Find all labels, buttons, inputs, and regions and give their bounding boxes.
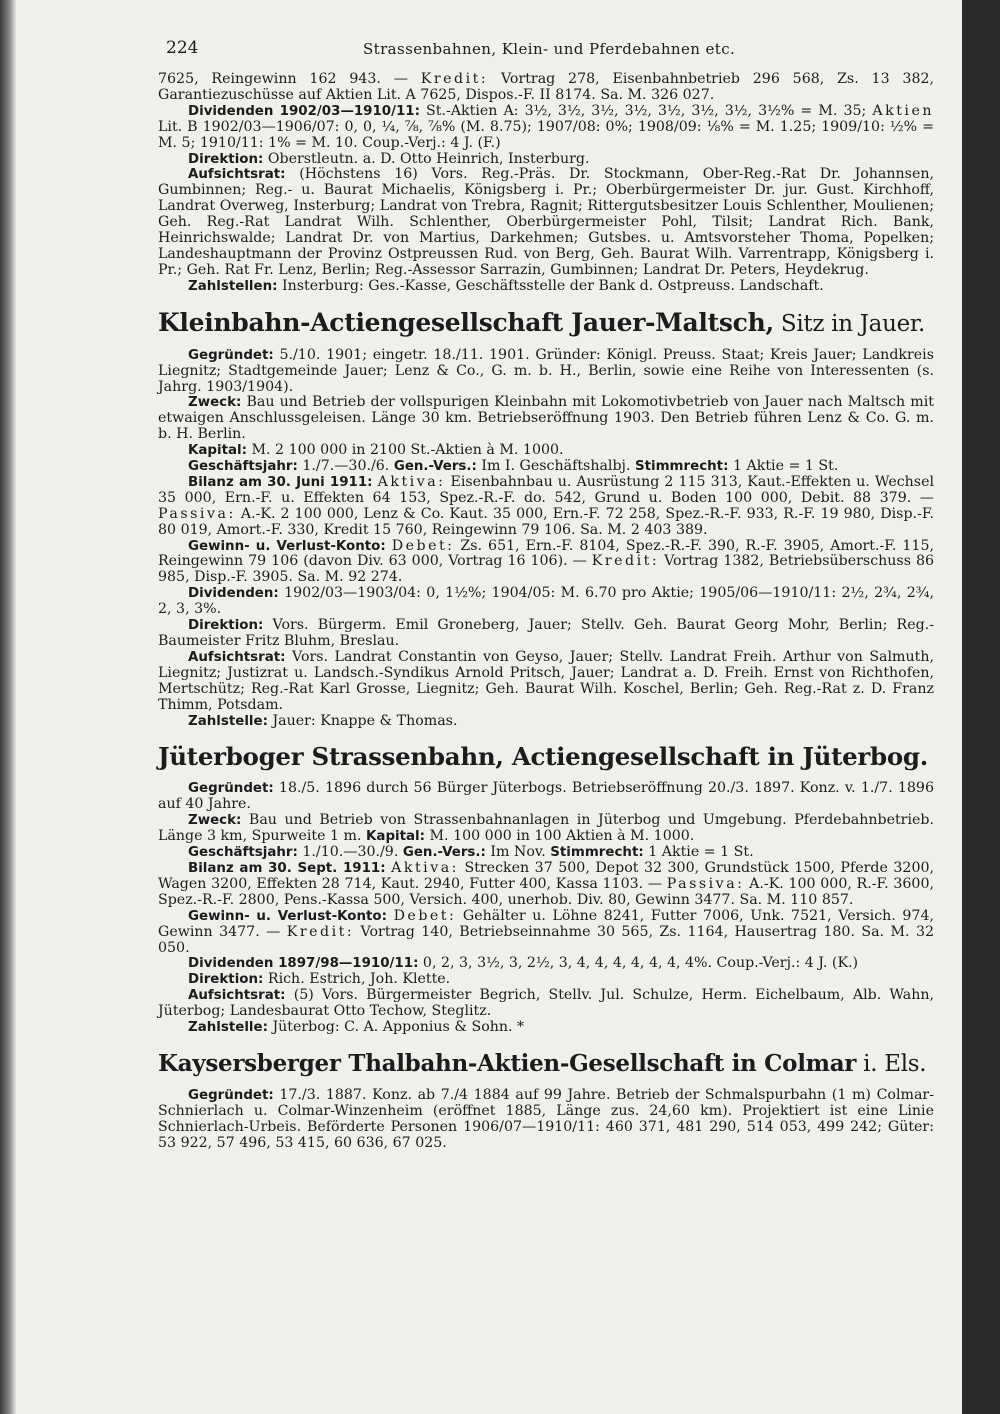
capital: Kapital: M. 2 100 000 in 2100 St.-Aktien à M. 1000. — [188, 442, 564, 459]
page-number: 224 — [166, 38, 199, 58]
supervisory-board: Aufsichtsrat: (5) Vors. Bürgermeister Begrich, Stellv. Jul. Schulze, Herm. Eichelbaum, Alb. Wahn, Jüterbog; Landesbaurat Otto Techow, Steglitz. — [158, 987, 934, 1020]
fiscal-year: Geschäftsjahr: 1./7.—30./6. Gen.-Vers.: Im I. Geschäftshalbj. Stimmrecht: 1 Aktie = 1 St. — [188, 458, 839, 475]
purpose: Zweck: Bau und Betrieb der vollspurigen Kleinbahn mit Lokomotivbetrieb von Jauer nach Maltsch mit etwaigen Anschlussgeleisen. Länge 30 km. Betriebseröffnung 1903. Den Betrieb führen Lenz & Co. G. m. b. H. Berlin. — [158, 394, 934, 443]
supervisory-board: Aufsichtsrat: Vors. Landrat Constantin von Geyso, Jauer; Stellv. Landrat Freih. Arthur von Salmuth, Liegnitz; Justizrat u. Landsch.-Syndikus Arnold Pritsch, Jauer; Landrat a. D. Freih. Ernst von Richthofen, Mertschütz; Reg.-Rat Karl Grosse, Liegnitz; Geh. Baurat Wilh. Koschel, Berlin; Geh. Reg.-Rat z. D. Franz Thimm, Potsdam. — [158, 648, 934, 713]
purpose: Zweck: Bau und Betrieb von Strassenbahnanlagen in Jüterbog und Umgebung. Pferdebahnbetrieb. Länge 3 km, Spurweite 1 m. Kapital: M. 100 000 in 100 Aktien à M. 1000. — [158, 812, 934, 845]
profit-loss-account: Gewinn- u. Verlust-Konto: Debet: Gehälter u. Löhne 8241, Futter 7006, Unk. 7521, Versich. 974, Gewinn 3477. — Kredit: Vortrag 140, Betriebseinnahme 30 565, Zs. 1164, Hausertrag 180. Sa. M. 32 050. — [158, 907, 934, 956]
supervisory-board: Aufsichtsrat: (Höchstens 16) Vors. Reg.-Präs. Dr. Stockmann, Ober-Reg.-Rat Dr. Johannsen, Gumbinnen; Reg.- u. Baurat Michaelis, Königsberg i. Pr.; Oberbürgermeister Dr. jur. Gust. Kirchhoff, Landrat Overweg, Insterburg; Landrat von Trebra, Ragnit; Rittergutsbesitzer Louis Schlenther, Moulienen; Geh. Reg.-Rat Landrat Wilh. Schlenther, Oberbürgermeister Pohl, Tilsit; Landrat Rich. Bank, Heinrichswalde; Landrat Dr. von Martius, Darkehmen; Gutsbes. u. Amtsvorsteher Thoma, Popelken; Landeshauptmann der Provinz Ostpreussen Rud. von Berg, Geh. Baurat Wilh. Varrentrapp, Königsberg i. Pr.; Geh. Rat Fr. Lenz, Berlin; Reg.-Assessor Sarrazin, Gumbinnen; Landrat Dr. Peters, Heydekrug. — [158, 166, 934, 278]
page-content — [158, 38, 934, 1152]
board-of-directors: Direktion: Oberstleutn. a. D. Otto Heinrich, Insterburg. — [188, 150, 590, 167]
paying-agents: Zahlstellen: Insterburg: Ges.-Kasse, Geschäftsstelle der Bank d. Ostpreuss. Landschaft. — [188, 277, 824, 294]
company-heading: Jüterboger Strassenbahn, Actiengesellschaft in Jüterbog. — [158, 742, 928, 772]
paying-agent: Zahlstelle: Jauer: Knappe & Thomas. — [188, 712, 458, 729]
founded: Gegründet: 5./10. 1901; eingetr. 18./11. 1901. Gründer: Königl. Preuss. Staat; Kreis Jauer; Landkreis Liegnitz; Stadtgemeinde Jauer; Lenz & Co., G. m. b. H., Berlin, sowie eine Reihe von Interessenten (s. Jahrg. 1903/1904). — [158, 346, 934, 395]
fiscal-year: Geschäftsjahr: 1./10.—30./9. Gen.-Vers.: Im Nov. Stimmrecht: 1 Aktie = 1 St. — [188, 844, 754, 861]
entry-jauer-maltsch — [158, 308, 934, 730]
dividends: Dividenden 1902/03—1910/11: St.-Aktien A: 3½, 3½, 3½, 3½, 3½, 3½, 3½, 3½% = M. 35; Aktien Lit. B 1902/03—1906/07: 0, 0, ¼, ⅞, ⅞% (M. 8.75); 1907/08: 0%; 1908/09: ⅛% = M. 1.25; 1909/10: ½% = M. 5; 1910/11: 1% = M. 10. Coup.-Verj.: 4 J. (F.) — [158, 102, 934, 151]
company-heading: Kleinbahn-Actiengesellschaft Jauer-Maltsch, Sitz in Jauer. — [158, 307, 926, 337]
board-of-directors: Direktion: Rich. Estrich, Joh. Klette. — [188, 971, 451, 988]
entry-kaysersberg-colmar — [158, 1049, 934, 1152]
running-header — [158, 38, 934, 72]
founded: Gegründet: 17./3. 1887. Konz. ab 7./4 1884 auf 99 Jahre. Betrieb der Schmalspurbahn (1 m) Colmar-Schnierlach u. Colmar-Winzenheim (eröffnet 1885, Länge zus. 24,60 km). Projektiert ist eine Linie Schnierlach-Urbeis. Beförderte Personen 1906/07—1910/11: 460 371, 481 290, 514 053, 499 242; Güter: 53 922, 57 496, 53 415, 60 636, 67 025. — [158, 1086, 934, 1151]
running-title: Strassenbahnen, Klein- und Pferdebahnen etc. — [363, 40, 736, 58]
entry-continuation — [158, 72, 934, 295]
balance-sheet: Bilanz am 30. Juni 1911: Aktiva: Eisenbahnbau u. Ausrüstung 2 115 313, Kaut.-Effekten u. Wechsel 35 000, Ern.-F. u. Effekten 64 153, Spez.-R.-F. do. 542, Grund u. Boden 100 000, Debit. 88 379. — Passiva: A.-K. 2 100 000, Lenz & Co. Kaut. 35 000, Ern.-F. 72 258, Spez.-R.-F. 933, R.-F. 19 980, Disp.-F. 80 019, Amort.-F. 330, Kredit 15 760, Reingewinn 79 106. Sa. M. 2 403 389. — [158, 473, 935, 538]
gv-continuation: 7625, Reingewinn 162 943. — Kredit: Vortrag 278, Eisenbahnbetrieb 296 568, Zs. 13 382, Garantiezuschüsse auf Aktien Lit. A 7625, Dispos.-F. II 8174. Sa. M. 326 027. — [158, 71, 935, 103]
profit-loss-account: Gewinn- u. Verlust-Konto: Debet: Zs. 651, Ern.-F. 8104, Spez.-R.-F. 390, R.-F. 3905, Amort.-F. 115, Reingewinn 79 106 (davon Div. 63 000, Vortrag 16 106). — Kredit: Vortrag 1382, Betriebsüberschuss 86 985, Disp.-F. 3905. Sa. M. 92 274. — [158, 537, 934, 586]
book-binding-shadow — [0, 0, 16, 1414]
company-heading: Kaysersberger Thalbahn-Aktien-Gesellschaft in Colmar i. Els. — [158, 1049, 927, 1077]
dividends: Dividenden 1897/98—1910/11: 0, 2, 3, 3½, 3, 2½, 3, 4, 4, 4, 4, 4, 4, 4%. Coup.-Verj.: 4 J. (K.) — [188, 955, 859, 972]
dividends: Dividenden: 1902/03—1903/04: 0, 1½%; 1904/05: M. 6.70 pro Aktie; 1905/06—1910/11: 2½, 2¾, 2¾, 2, 3, 3%. — [158, 585, 934, 618]
founded: Gegründet: 18./5. 1896 durch 56 Bürger Jüterbogs. Betriebseröffnung 20./3. 1897. Konz. v. 1./7. 1896 auf 40 Jahre. — [158, 780, 934, 813]
balance-sheet: Bilanz am 30. Sept. 1911: Aktiva: Strecken 37 500, Depot 32 300, Grundstück 1500, Pferde 3200, Wagen 3200, Effekten 28 714, Kaut. 2940, Futter 400, Kassa 1103. — Passiva: A.-K. 100 000, R.-F. 3600, Spez.-R.-F. 2800, Pens.-Kassa 500, Versich. 400, unerhob. Div. 80, Gewinn 3477. Sa. M. 110 857. — [158, 859, 935, 908]
paying-agent: Zahlstelle: Jüterbog: C. A. Apponius & Sohn. * — [188, 1019, 525, 1036]
entry-jueterbog — [158, 742, 934, 1036]
board-of-directors: Direktion: Vors. Bürgerm. Emil Groneberg, Jauer; Stellv. Geh. Baurat Georg Mohr, Berlin; Reg.-Baumeister Fritz Bluhm, Breslau. — [158, 617, 934, 649]
